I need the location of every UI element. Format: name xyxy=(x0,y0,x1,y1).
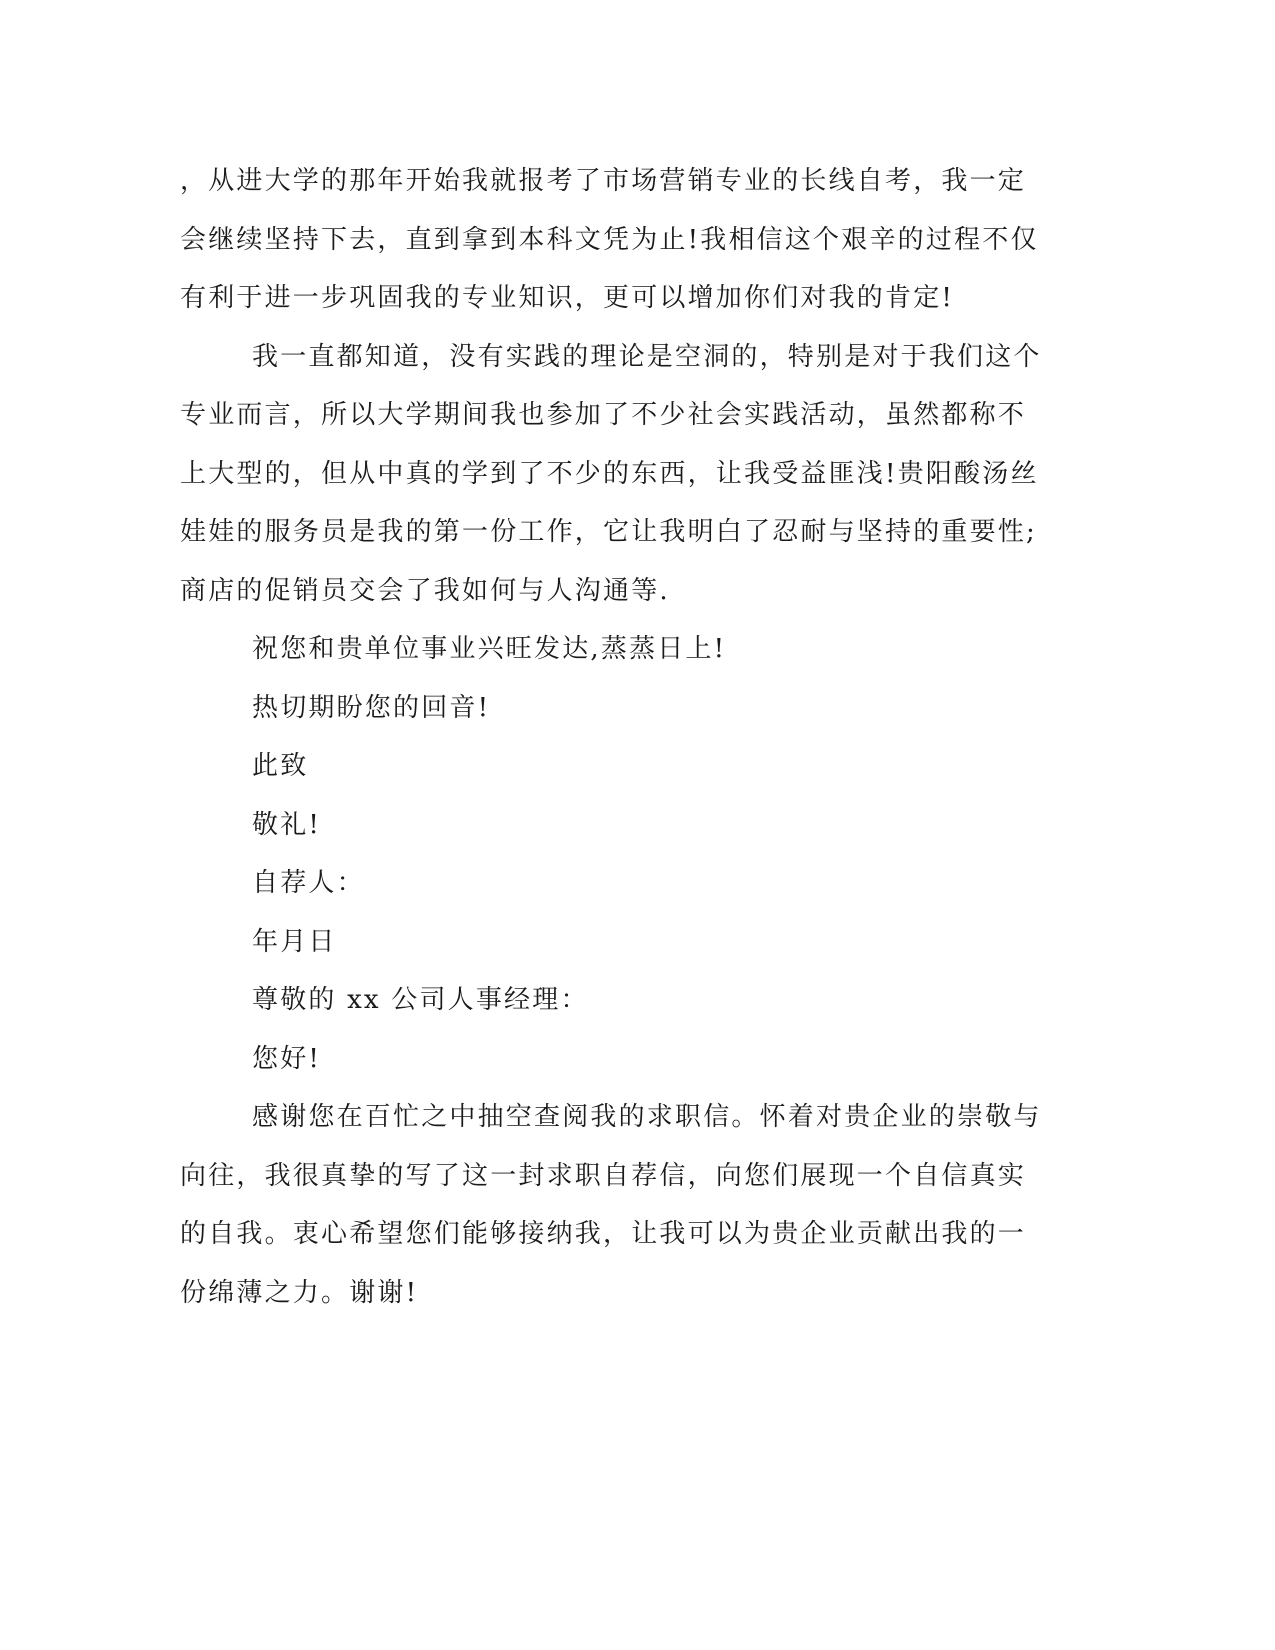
text-line: 份绵薄之力。谢谢! xyxy=(180,1277,419,1308)
paragraph-self-study xyxy=(180,152,1039,328)
closing-section xyxy=(180,620,1030,971)
letter-greeting: 尊敬的 xx 公司人事经理： xyxy=(252,985,589,1015)
letter-hello: 您好! xyxy=(252,1043,322,1074)
text-line: 我一直都知道，没有实践的理论是空洞的，特别是对于我们这个 xyxy=(252,341,1042,372)
text-line: 感谢您在百忙之中抽空查阅我的求职信。怀着对贵企业的崇敬与 xyxy=(252,1102,1042,1132)
text-line: 会继续坚持下去，直到拿到本科文凭为止!我相信这个艰辛的过程不仅 xyxy=(180,224,1039,255)
text-line: 的自我。衷心希望您们能够接纳我，让我可以为贵企业贡献出我的一 xyxy=(180,1219,1027,1249)
signer-label: 自荐人： xyxy=(252,868,365,898)
text-line: 商店的促销员交会了我如何与人沟通等. xyxy=(180,575,670,606)
closing-salutation-1: 此致 xyxy=(252,751,309,781)
text-line: 向往，我很真挚的写了这一封求职自荐信，向您们展现一个自信真实 xyxy=(180,1160,1027,1191)
text-line: 有利于进一步巩固我的专业知识，更可以增加你们对我的肯定! xyxy=(180,283,955,313)
closing-salutation-2: 敬礼! xyxy=(252,809,322,840)
closing-hope: 热切期盼您的回音! xyxy=(252,692,491,723)
text-line: 专业而言，所以大学期间我也参加了不少社会实践活动，虽然都称不 xyxy=(180,400,1027,430)
letter-body xyxy=(180,152,1042,1322)
text-line: ，从进大学的那年开始我就报考了市场营销专业的长线自考，我一定 xyxy=(180,166,1027,196)
text-line: 上大型的，但从中真的学到了不少的东西，让我受益匪浅!贵阳酸汤丝 xyxy=(180,458,1039,489)
second-letter xyxy=(180,971,1042,1322)
closing-wish: 祝您和贵单位事业兴旺发达,蒸蒸日上! xyxy=(252,634,727,664)
date-label: 年月日 xyxy=(252,926,337,957)
text-line: 娃娃的服务员是我的第一份工作，它让我明白了忍耐与坚持的重要性; xyxy=(180,517,1037,547)
paragraph-practice xyxy=(180,328,1042,621)
